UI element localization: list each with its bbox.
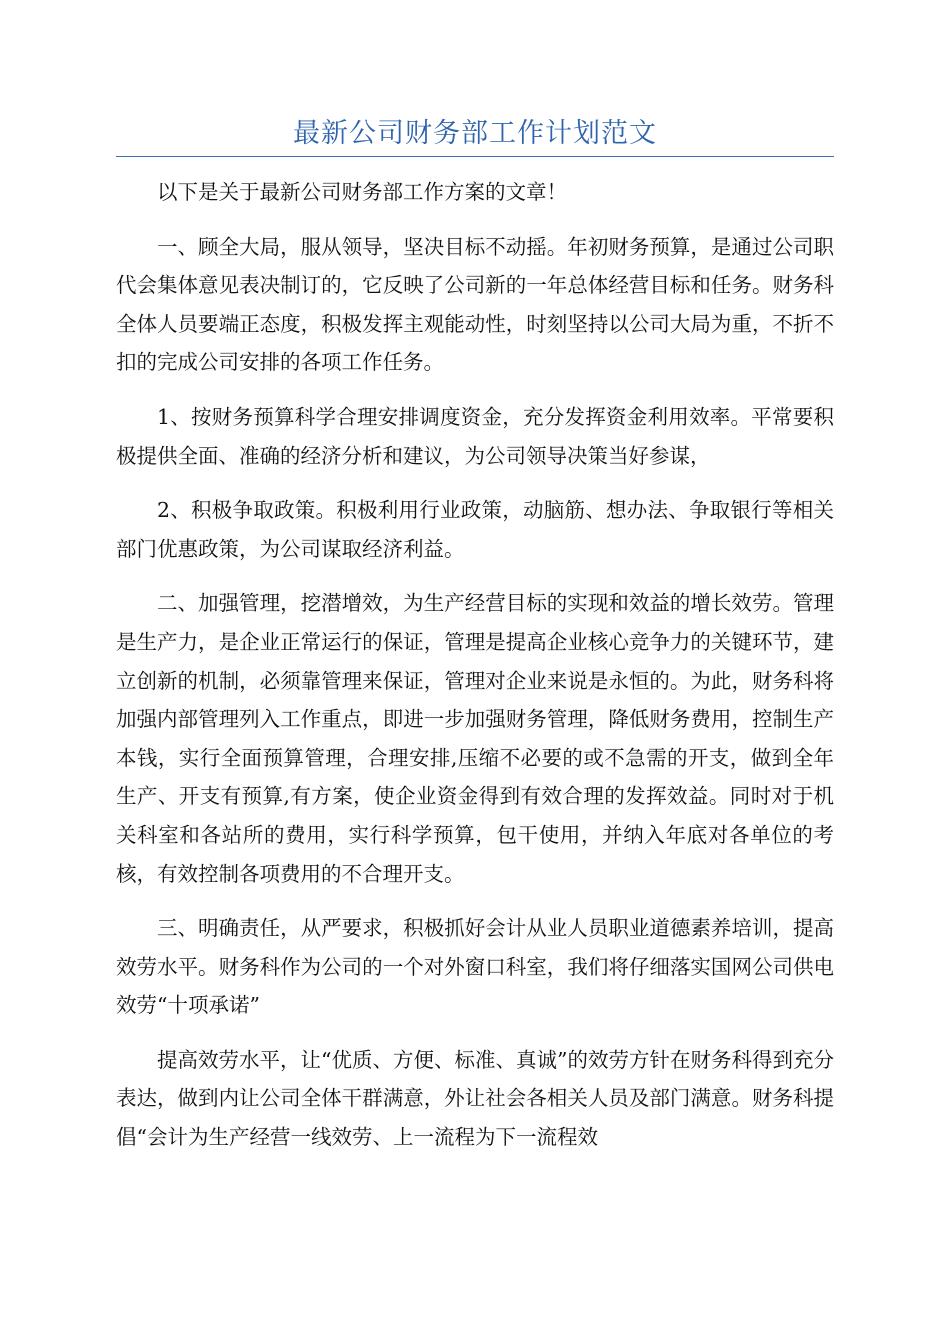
paragraph-section-3: 三、明确责任，从严要求，积极抓好会计从业人员职业道德素养培训，提高效劳水平。财务科作为公司的一个对外窗口科室，我们将仔细落实国网公司供电效劳“十项承诺”	[116, 916, 834, 1018]
paragraph-item-1: 1、按财务预算科学合理安排调度资金，充分发挥资金利用效率。平常要积极提供全面、准确的经济分析和建议，为公司领导决策当好参谋，	[116, 404, 834, 468]
title-block	[116, 112, 834, 157]
paragraph-service: 提高效劳水平，让“优质、方便、标准、真诚”的效劳方针在财务科得到充分表达，做到内让公司全体干群满意，外让社会各相关人员及部门满意。财务科提倡“会计为生产经营一线效劳、上一流程为下一流程效	[116, 1047, 834, 1150]
paragraph-section-1: 一、顾全大局，服从领导，坚决目标不动摇。年初财务预算，是通过公司职代会集体意见表决制订的，它反映了公司新的一年总体经营目标和任务。财务科全体人员要端正态度，积极发挥主观能动性，时刻坚持以公司大局为重，不折不扣的完成公司安排的各项工作任务。	[116, 234, 834, 375]
page-title: 最新公司财务部工作计划范文	[293, 118, 657, 149]
paragraph-section-2: 二、加强管理，挖潜增效，为生产经营目标的实现和效益的增长效劳。管理是生产力，是企业正常运行的保证，管理是提高企业核心竞争力的关键环节，建立创新的机制，必须靠管理来保证，管理对企业来说是永恒的。为此，财务科将加强内部管理列入工作重点，即进一步加强财务管理，降低财务费用，控制生产本钱，实行全面预算管理，合理安排,压缩不必要的或不急需的开支，做到全年生产、开支有预算,有方案，使企业资金得到有效合理的发挥效益。同时对于机关科室和各站所的费用，实行科学预算，包干使用，并纳入年底对各单位的考核，有效控制各项费用的不合理开支。	[116, 591, 834, 886]
paragraph-intro: 以下是关于最新公司财务部工作方案的文章！	[157, 180, 567, 204]
paragraph-item-2: 2、积极争取政策。积极利用行业政策，动脑筋、想办法、争取银行等相关部门优惠政策，为公司谋取经济利益。	[116, 498, 834, 561]
document-body	[116, 173, 834, 1173]
